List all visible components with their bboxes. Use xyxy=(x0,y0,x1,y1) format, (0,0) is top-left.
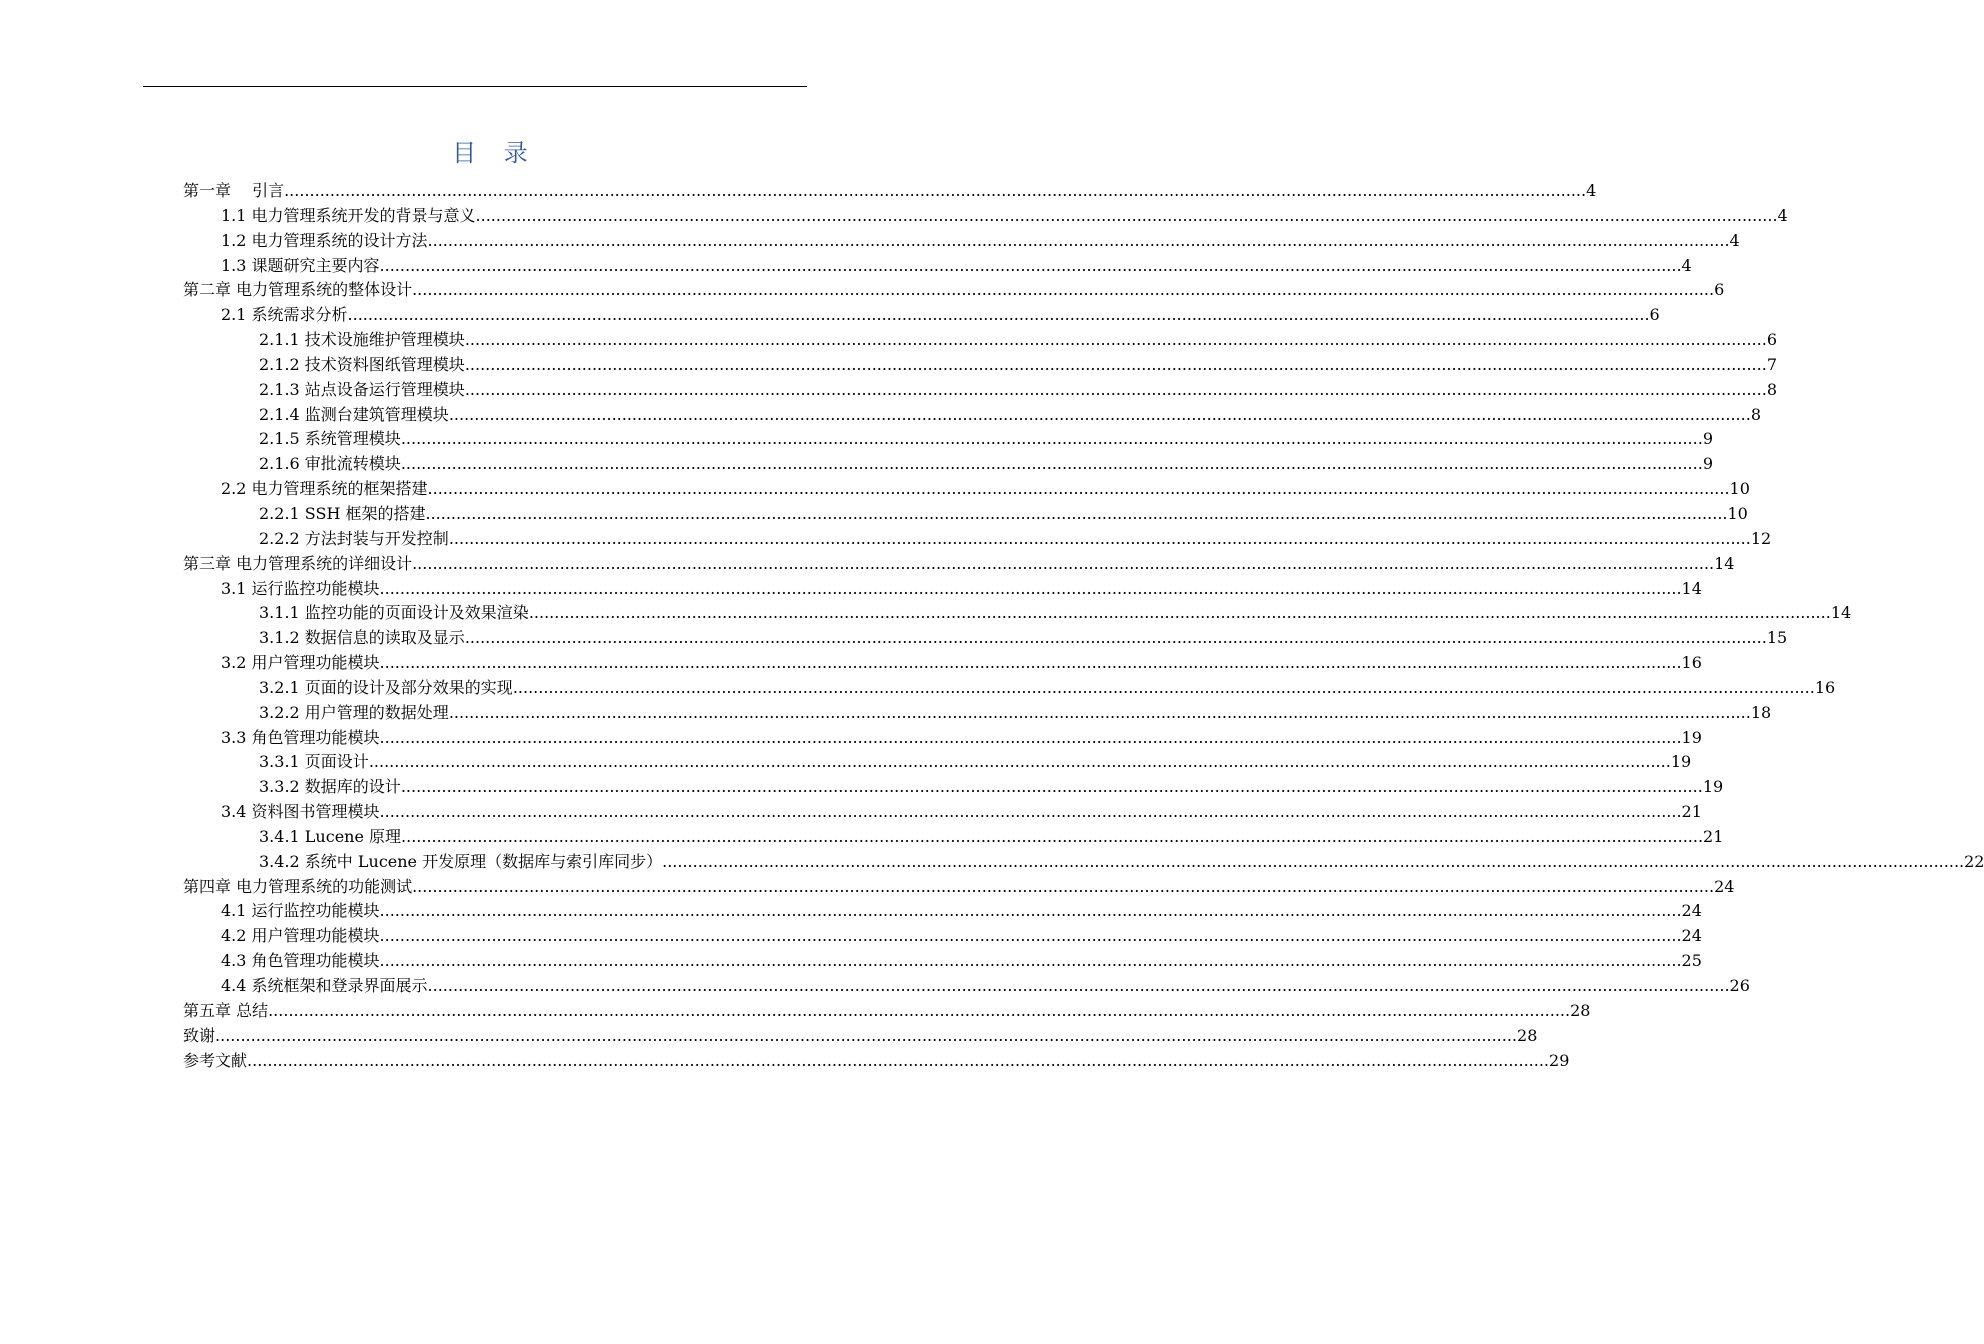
toc-entry-page-number: 10 xyxy=(1729,479,1750,499)
dot-leader: ................................................................................................................................................................................................................................................................ xyxy=(448,528,1751,548)
toc-entry[interactable] xyxy=(183,701,1772,726)
toc-entry[interactable] xyxy=(183,899,1702,924)
toc-entry-title: 3.2.2 用户管理的数据处理 xyxy=(259,702,449,722)
toc-entry-title: 1.3 课题研究主要内容 xyxy=(221,255,380,275)
toc-entry-title: 第二章 电力管理系统的整体设计 xyxy=(183,280,413,300)
toc-entry[interactable] xyxy=(183,750,1692,775)
toc-entry-title: 3.3 角色管理功能模块 xyxy=(221,727,380,747)
dot-leader: ................................................................................................................................................................................................................................................................ xyxy=(347,305,1650,325)
toc-entry[interactable] xyxy=(183,353,1777,378)
toc-entry-page-number: 10 xyxy=(1727,503,1748,523)
toc-entry-page-number: 16 xyxy=(1814,677,1836,697)
toc-entry-page-number: 6 xyxy=(1649,305,1660,325)
dot-leader: ................................................................................................................................................................................................................................................................ xyxy=(425,503,1728,523)
toc-entry-page-number: 14 xyxy=(1830,603,1852,623)
toc-entry-title: 3.4.1 Lucene 原理 xyxy=(259,826,402,846)
dot-leader: ................................................................................................................................................................................................................................................................ xyxy=(448,404,1751,424)
toc-entry-title: 2.1.6 审批流转模块 xyxy=(259,454,401,474)
dot-leader: ................................................................................................................................................................................................................................................................ xyxy=(379,727,1682,747)
dot-leader: ................................................................................................................................................................................................................................................................ xyxy=(427,976,1730,995)
toc-entry-title: 3.4 资料图书管理模块 xyxy=(221,802,380,822)
toc-entry[interactable] xyxy=(183,254,1692,279)
toc-entry-title: 2.1.3 站点设备运行管理模块 xyxy=(259,379,465,399)
toc-entry-title: 2.1.5 系统管理模块 xyxy=(259,429,401,449)
toc-entry-page-number: 14 xyxy=(1714,553,1735,573)
toc-entry-title: 3.3.2 数据库的设计 xyxy=(259,777,401,797)
toc-entry[interactable] xyxy=(183,502,1748,527)
toc-entry-page-number: 8 xyxy=(1766,379,1777,399)
dot-leader: ................................................................................................................................................................................................................................................................ xyxy=(427,230,1730,250)
toc-entry[interactable] xyxy=(183,775,1724,800)
toc-entry-title: 2.2.2 方法封装与开发控制 xyxy=(259,528,449,548)
dot-leader: ................................................................................................................................................................................................................................................................ xyxy=(412,553,1715,573)
toc-entry[interactable] xyxy=(183,303,1660,328)
toc-entry[interactable] xyxy=(183,204,1788,229)
dot-leader: ................................................................................................................................................................................................................................................................ xyxy=(379,802,1682,822)
toc-entry-title: 参考文献 xyxy=(183,1050,248,1070)
toc-entry[interactable] xyxy=(183,403,1761,428)
toc-entry-page-number: 6 xyxy=(1766,330,1777,350)
toc-entry-title: 2.2.1 SSH 框架的搭建 xyxy=(259,503,426,523)
toc-entry-page-number: 9 xyxy=(1702,429,1713,449)
toc-entry[interactable] xyxy=(183,999,1591,1024)
toc-entry-page-number: 15 xyxy=(1766,628,1788,648)
toc-entry[interactable] xyxy=(183,676,1836,701)
toc-entry-page-number: 6 xyxy=(1714,280,1725,300)
toc-entry-page-number: 9 xyxy=(1702,454,1713,474)
toc-entry-page-number: 4 xyxy=(1729,230,1740,250)
toc-entry-page-number: 22 xyxy=(1964,851,1984,871)
toc-entry-title: 3.4.2 系统中 Lucene 开发原理（数据库与索引库同步） xyxy=(259,851,663,871)
toc-entry-page-number: 29 xyxy=(1549,1050,1570,1070)
toc-entry-title: 4.4 系统框架和登录界面展示 xyxy=(221,976,428,995)
toc-entry-title: 4.1 运行监控功能模块 xyxy=(221,901,380,921)
dot-leader: ................................................................................................................................................................................................................................................................ xyxy=(284,181,1587,200)
toc-entry-page-number: 21 xyxy=(1703,826,1724,846)
header-rule xyxy=(143,86,807,87)
toc-entry[interactable] xyxy=(183,552,1735,577)
toc-entry-page-number: 25 xyxy=(1681,951,1702,971)
toc-entry[interactable] xyxy=(183,800,1702,825)
toc-entry[interactable] xyxy=(183,825,1724,850)
dot-leader: ................................................................................................................................................................................................................................................................ xyxy=(379,951,1682,971)
toc-entry-page-number: 7 xyxy=(1766,354,1777,374)
dot-leader: ................................................................................................................................................................................................................................................................ xyxy=(464,354,1767,374)
dot-leader: ................................................................................................................................................................................................................................................................ xyxy=(448,702,1751,722)
toc-entry-page-number: 24 xyxy=(1681,926,1702,946)
toc-entry-page-number: 19 xyxy=(1702,777,1724,797)
toc-entry-page-number: 4 xyxy=(1681,255,1692,275)
toc-entry[interactable] xyxy=(183,924,1702,949)
toc-entry[interactable] xyxy=(183,651,1702,676)
dot-leader: ................................................................................................................................................................................................................................................................ xyxy=(475,205,1778,225)
toc-entry-title: 3.2 用户管理功能模块 xyxy=(221,653,380,673)
toc-entry[interactable] xyxy=(183,974,1750,999)
toc-entry-page-number: 16 xyxy=(1681,653,1702,673)
toc-entry-page-number: 28 xyxy=(1517,1025,1538,1045)
toc-entry[interactable] xyxy=(183,577,1702,602)
toc-entry-title: 3.1 运行监控功能模块 xyxy=(221,578,380,598)
toc-entry-title: 第四章 电力管理系统的功能测试 xyxy=(183,876,413,896)
toc-entry-title: 第五章 总结 xyxy=(183,1000,269,1020)
toc-entry[interactable] xyxy=(183,427,1713,452)
toc-entry-page-number: 21 xyxy=(1681,802,1702,822)
toc-entry-title: 1.1 电力管理系统开发的背景与意义 xyxy=(221,205,476,225)
toc-entry-title: 3.3.1 页面设计 xyxy=(259,752,369,772)
toc-entry[interactable] xyxy=(183,278,1725,303)
dot-leader: ................................................................................................................................................................................................................................................................ xyxy=(247,1050,1550,1070)
toc-entry-title: 2.1.4 监测台建筑管理模块 xyxy=(259,404,449,424)
toc-entry-page-number: 19 xyxy=(1670,752,1692,772)
toc-entry-page-number: 26 xyxy=(1729,976,1750,995)
dot-leader: ................................................................................................................................................................................................................................................................ xyxy=(379,653,1682,673)
toc-entry[interactable] xyxy=(183,850,1984,875)
dot-leader: ................................................................................................................................................................................................................................................................ xyxy=(215,1025,1518,1045)
toc-entry-title: 3.1.2 数据信息的读取及显示 xyxy=(259,628,465,648)
toc-entry-title: 第一章 引言 xyxy=(183,181,285,200)
dot-leader: ................................................................................................................................................................................................................................................................ xyxy=(268,1000,1571,1020)
toc-entry-title: 2.1 系统需求分析 xyxy=(221,305,348,325)
dot-leader: ................................................................................................................................................................................................................................................................ xyxy=(662,851,1965,871)
dot-leader: ................................................................................................................................................................................................................................................................ xyxy=(379,926,1682,946)
table-of-contents xyxy=(183,179,1984,1073)
dot-leader: ................................................................................................................................................................................................................................................................ xyxy=(401,826,1704,846)
toc-entry-page-number: 8 xyxy=(1750,404,1761,424)
toc-entry[interactable] xyxy=(183,875,1735,900)
toc-entry[interactable] xyxy=(183,229,1740,254)
toc-entry-page-number: 4 xyxy=(1777,205,1788,225)
toc-entry-title: 2.1.2 技术资料图纸管理模块 xyxy=(259,354,465,374)
dot-leader: ................................................................................................................................................................................................................................................................ xyxy=(464,379,1767,399)
toc-entry[interactable] xyxy=(183,328,1777,353)
toc-entry-page-number: 14 xyxy=(1681,578,1702,598)
toc-entry[interactable] xyxy=(183,949,1702,974)
toc-entry-page-number: 12 xyxy=(1750,528,1772,548)
dot-leader: ................................................................................................................................................................................................................................................................ xyxy=(512,677,1815,697)
toc-entry-title: 致谢 xyxy=(183,1025,216,1045)
toc-entry-title: 3.1.1 监控功能的页面设计及效果渲染 xyxy=(259,603,529,623)
toc-entry[interactable] xyxy=(183,726,1702,751)
toc-entry-title: 2.2 电力管理系统的框架搭建 xyxy=(221,479,428,499)
toc-entry[interactable] xyxy=(183,378,1777,403)
toc-entry-page-number: 4 xyxy=(1586,181,1597,200)
toc-entry-page-number: 18 xyxy=(1750,702,1772,722)
toc-entry[interactable] xyxy=(183,452,1713,477)
toc-entry-page-number: 24 xyxy=(1681,901,1702,921)
toc-entry-title: 1.2 电力管理系统的设计方法 xyxy=(221,230,428,250)
toc-entry[interactable] xyxy=(183,1024,1538,1049)
toc-title: 目 录 xyxy=(452,139,538,167)
toc-entry-title: 4.3 角色管理功能模块 xyxy=(221,951,380,971)
toc-entry[interactable] xyxy=(183,527,1772,552)
toc-entry[interactable] xyxy=(183,1049,1570,1074)
dot-leader: ................................................................................................................................................................................................................................................................ xyxy=(400,454,1703,474)
dot-leader: ................................................................................................................................................................................................................................................................ xyxy=(528,603,1831,623)
dot-leader: ................................................................................................................................................................................................................................................................ xyxy=(400,429,1703,449)
dot-leader: ................................................................................................................................................................................................................................................................ xyxy=(379,578,1682,598)
dot-leader: ................................................................................................................................................................................................................................................................ xyxy=(464,330,1767,350)
dot-leader: ................................................................................................................................................................................................................................................................ xyxy=(368,752,1671,772)
toc-entry-title: 2.1.1 技术设施维护管理模块 xyxy=(259,330,465,350)
dot-leader: ................................................................................................................................................................................................................................................................ xyxy=(400,777,1703,797)
toc-entry[interactable] xyxy=(183,477,1750,502)
toc-entry[interactable] xyxy=(183,179,1597,204)
toc-entry-title: 第三章 电力管理系统的详细设计 xyxy=(183,553,413,573)
toc-entry[interactable] xyxy=(183,601,1852,626)
dot-leader: ................................................................................................................................................................................................................................................................ xyxy=(464,628,1767,648)
toc-entry-title: 3.2.1 页面的设计及部分效果的实现 xyxy=(259,677,513,697)
dot-leader: ................................................................................................................................................................................................................................................................ xyxy=(412,876,1715,896)
dot-leader: ................................................................................................................................................................................................................................................................ xyxy=(427,479,1730,499)
toc-entry[interactable] xyxy=(183,626,1788,651)
toc-entry-page-number: 19 xyxy=(1681,727,1702,747)
toc-entry-page-number: 28 xyxy=(1570,1000,1591,1020)
toc-entry-title: 4.2 用户管理功能模块 xyxy=(221,926,380,946)
dot-leader: ................................................................................................................................................................................................................................................................ xyxy=(412,280,1715,300)
dot-leader: ................................................................................................................................................................................................................................................................ xyxy=(379,901,1682,921)
dot-leader: ................................................................................................................................................................................................................................................................ xyxy=(379,255,1682,275)
toc-entry-page-number: 24 xyxy=(1714,876,1735,896)
